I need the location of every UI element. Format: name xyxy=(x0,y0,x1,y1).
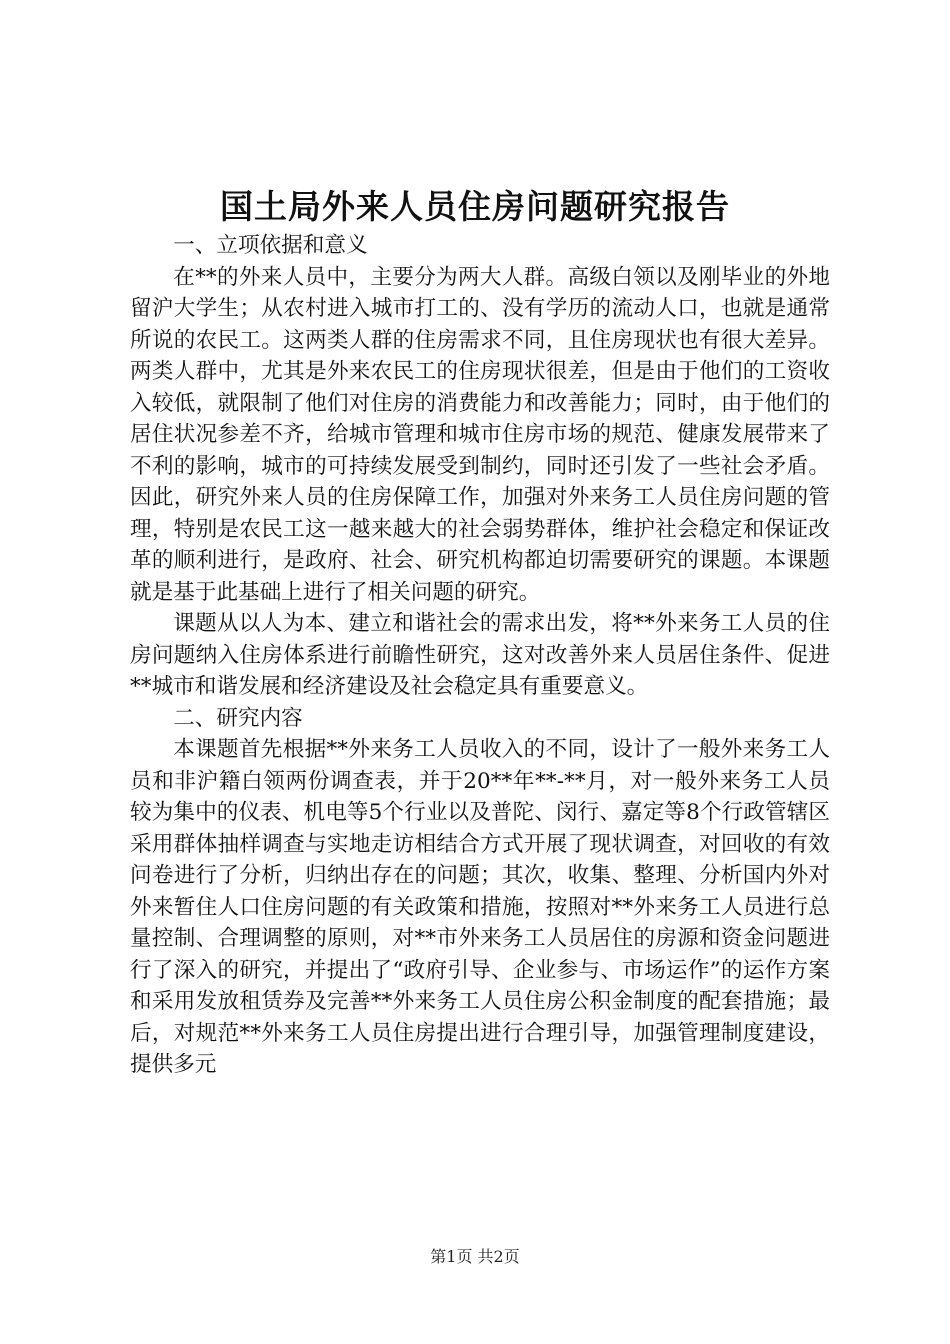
document-body xyxy=(130,230,830,1081)
section-heading-2: 二、研究内容 xyxy=(173,705,303,731)
document-title: 国土局外来人员住房问题研究报告 xyxy=(220,187,730,226)
paragraph-2: 课题从以人为本、建立和谐社会的需求出发，将**外来务工人员的住房问题纳入住房体系进行前瞻性研究，这对改善外来人员居住条件、促进**城市和谐发展和经济建设及社会稳定具有重要意义。 xyxy=(130,611,830,699)
paragraph-3: 本课题首先根据**外来务工人员收入的不同，设计了一般外来务工人员和非沪籍白领两份调查表，并于20**年**-**月，对一般外来务工人员较为集中的仪表、机电等5个行业以及普陀、闵行、嘉定等8个行政管辖区采用群体抽样调查与实地走访相结合方式开展了现状调查，对回收的有效问卷进行了分析，归纳出存在的问题；其次，收集、整理、分析国内外对外来暂住人口住房问题的有关政策和措施，按照对**外来务工人员进行总量控制、合理调整的原则，对**市外来务工人员居住的房源和资金问题进行了深入的研究，并提出了“政府引导、企业参与、市场运作”的运作方案和采用发放租赁券及完善**外来务工人员住房公积金制度的配套措施；最后，对规范**外来务工人员住房提出进行合理引导，加强管理制度建设，提供多元 xyxy=(130,737,830,1077)
page-number-footer: 第1页 共2页 xyxy=(430,1247,520,1266)
paragraph-1: 在**的外来人员中，主要分为两大人群。高级白领以及刚毕业的外地留沪大学生；从农村进入城市打工的、没有学历的流动人口，也就是通常所说的农民工。这两类人群的住房需求不同，且住房现状也有很大差异。两类人群中，尤其是外来农民工的住房现状很差，但是由于他们的工资收入较低，就限制了他们对住房的消费能力和改善能力；同时，由于他们的居住状况参差不齐，给城市管理和城市住房市场的规范、健康发展带来了不利的影响，城市的可持续发展受到制约，同时还引发了一些社会矛盾。因此，研究外来人员的住房保障工作，加强对外来务工人员住房问题的管理，特别是农民工这一越来越大的社会弱势群体，维护社会稳定和保证改革的顺利进行，是政府、社会、研究机构都迫切需要研究的课题。本课题就是基于此基础上进行了相关问题的研究。 xyxy=(130,264,830,605)
section-heading-1: 一、立项依据和意义 xyxy=(173,233,368,258)
